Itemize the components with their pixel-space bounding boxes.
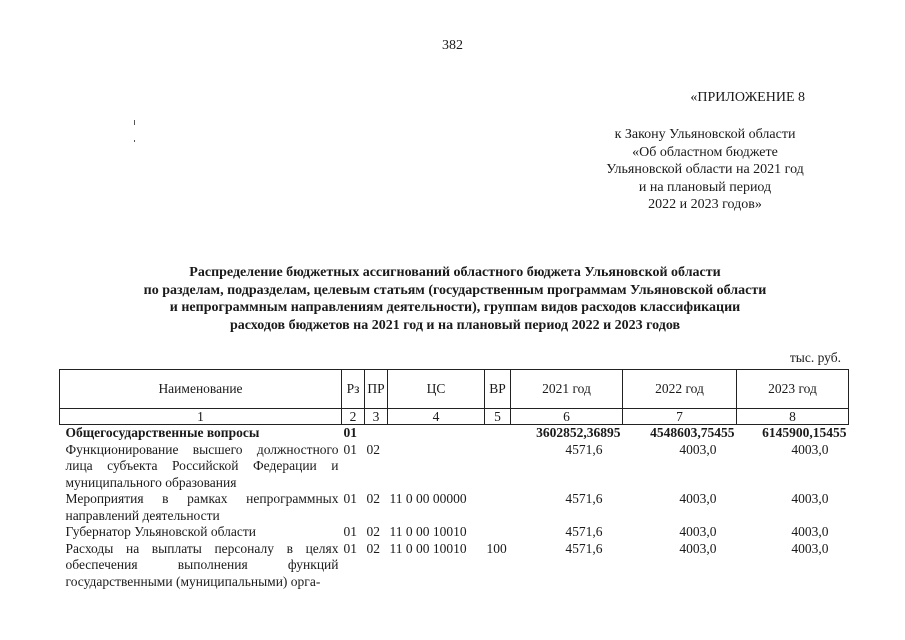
header-2022: 2022 год — [623, 370, 737, 409]
column-number: 2 — [342, 409, 365, 425]
column-number: 3 — [365, 409, 388, 425]
table-row — [60, 524, 849, 541]
budget-table — [59, 369, 849, 590]
row-rz: 01 — [343, 425, 357, 440]
page-number: 382 — [442, 38, 463, 53]
row-2021: 4571,6 — [565, 524, 603, 539]
column-number: 8 — [737, 409, 849, 425]
row-cs — [388, 425, 485, 442]
column-number: 5 — [485, 409, 511, 425]
law-reference-line: к Закону Ульяновской области — [614, 127, 796, 142]
law-reference-line: и на плановый период — [638, 179, 772, 195]
law-reference — [575, 126, 835, 214]
appendix-label: «ПРИЛОЖЕНИЕ 8 — [690, 90, 805, 105]
row-rz: 01 — [343, 441, 357, 457]
row-pr — [365, 425, 388, 442]
row-pr: 02 — [366, 491, 380, 506]
law-reference-line: Ульяновской области на 2021 год — [606, 162, 804, 177]
title-line: расходов бюджетов на 2021 год и на плановый период 2022 и 2023 годов — [229, 317, 681, 333]
row-2022: 4003,0 — [679, 491, 717, 506]
document-title — [60, 264, 850, 334]
row-pr: 02 — [366, 540, 380, 556]
row-pr: 02 — [366, 524, 380, 539]
scan-artifact — [134, 120, 135, 125]
row-2021: 4571,6 — [565, 491, 603, 506]
row-2022: 4003,0 — [679, 524, 717, 539]
column-number: 7 — [623, 409, 737, 425]
row-2021: 4571,6 — [565, 540, 603, 556]
column-number: 4 — [388, 409, 485, 425]
row-vr: 100 — [486, 540, 507, 556]
law-reference-line: 2022 и 2023 годов» — [648, 197, 762, 212]
row-cs: 11 0 00 00000 — [389, 491, 467, 506]
header-pr: ПР — [365, 370, 388, 409]
table-row — [60, 425, 849, 442]
row-name: Губернатор Ульяновской области — [65, 524, 257, 539]
law-reference-line: «Об областном бюджете — [632, 144, 778, 160]
title-line: и непрограммным направлениям деятельности), группам видов расходов классификации — [169, 300, 741, 315]
row-vr — [485, 524, 511, 541]
row-vr — [485, 442, 511, 492]
row-rz: 01 — [343, 491, 357, 506]
row-rz: 01 — [343, 540, 357, 556]
title-line: по разделам, подразделам, целевым статьям (государственным программам Ульяновской области — [143, 282, 767, 298]
title-line: Распределение бюджетных ассигнований областного бюджета Ульяновской области — [189, 265, 721, 280]
row-2023: 4003,0 — [791, 491, 829, 506]
table-header-row — [60, 370, 849, 409]
row-vr — [485, 425, 511, 442]
row-rz: 01 — [343, 524, 357, 539]
scan-artifact — [134, 140, 135, 142]
row-cs: 11 0 00 10010 — [389, 540, 467, 556]
row-name: Мероприятия в рамках непрограммных направлений деятельности — [65, 491, 339, 523]
table-row — [60, 541, 849, 591]
header-rz: Рз — [342, 370, 365, 409]
row-2022: 4548603,75455 — [650, 425, 735, 440]
table-row — [60, 491, 849, 524]
row-2022: 4003,0 — [679, 441, 717, 457]
row-2023: 4003,0 — [791, 540, 829, 556]
table-row — [60, 442, 849, 492]
row-pr: 02 — [366, 441, 380, 457]
units-label: тыс. руб. — [789, 350, 841, 365]
header-2023: 2023 год — [737, 370, 849, 409]
row-name: Функционирование высшего должностного лица субъекта Российской Федерации и муниципального образования — [65, 441, 339, 490]
row-name: Общегосударственные вопросы — [65, 425, 260, 440]
row-2023: 4003,0 — [791, 441, 829, 457]
row-2023: 6145900,15455 — [762, 425, 847, 440]
header-name: Наименование — [60, 370, 342, 409]
row-2023: 4003,0 — [791, 524, 829, 539]
row-2021: 4571,6 — [565, 441, 603, 457]
row-2021: 3602852,36895 — [536, 425, 621, 440]
header-cs: ЦС — [388, 370, 485, 409]
header-vr: ВР — [485, 370, 511, 409]
row-cs: 11 0 00 10010 — [389, 524, 467, 539]
column-number-row — [60, 409, 849, 425]
column-number: 6 — [511, 409, 623, 425]
header-2021: 2021 год — [511, 370, 623, 409]
row-2022: 4003,0 — [679, 540, 717, 556]
row-cs — [388, 442, 485, 492]
column-number: 1 — [60, 409, 342, 425]
row-name: Расходы на выплаты персоналу в целях обеспечения выполнения функций государственными (муниципальными) орга- — [65, 540, 339, 589]
row-vr — [485, 491, 511, 524]
